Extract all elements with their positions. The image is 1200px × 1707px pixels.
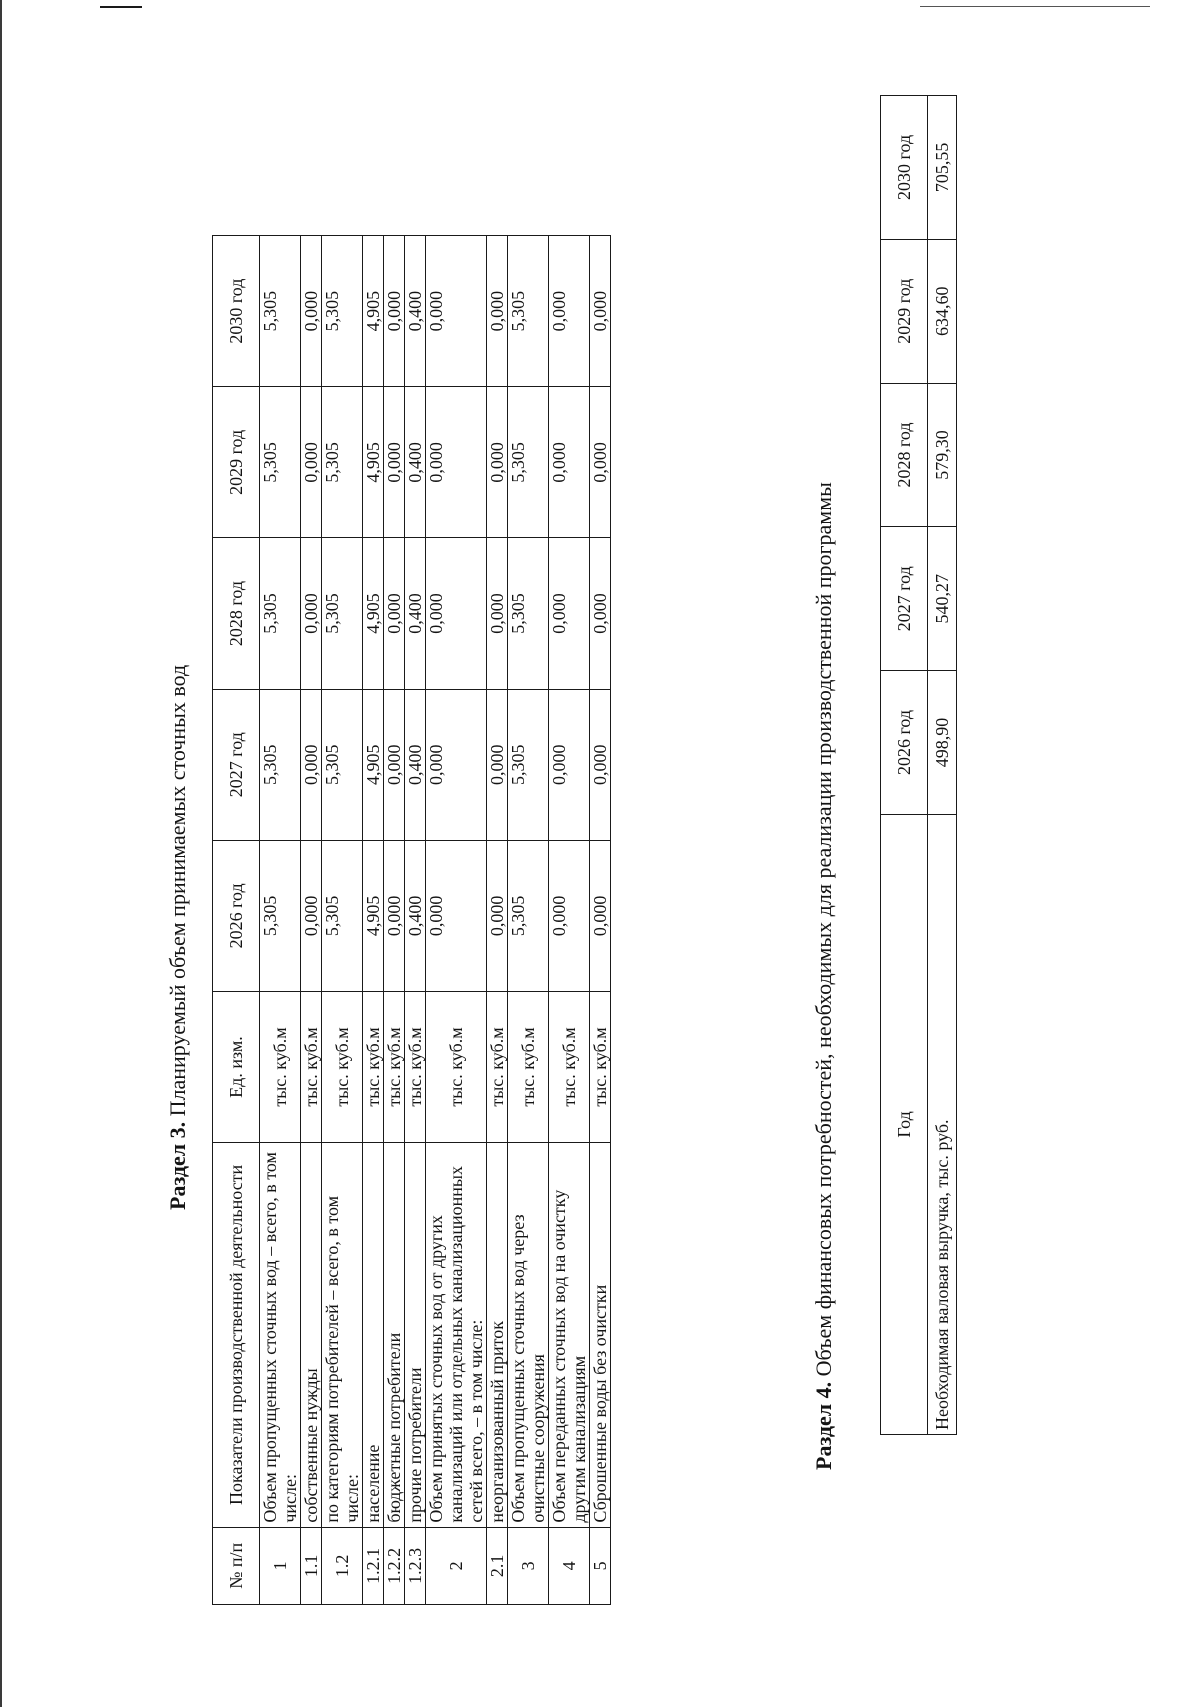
table-row bbox=[384, 236, 405, 1605]
wastewater-table-body bbox=[260, 236, 611, 1605]
row-value-2029: 0,400 bbox=[405, 387, 426, 538]
value-2026: 498,90 bbox=[928, 671, 957, 815]
row-value-2030: 0,000 bbox=[549, 236, 590, 387]
row-number: 3 bbox=[508, 1527, 549, 1604]
row-number: 1.2.1 bbox=[363, 1527, 384, 1604]
header-year-2026: 2026 год bbox=[213, 840, 260, 991]
row-unit: тыс. куб.м bbox=[487, 991, 508, 1142]
section4-title bbox=[810, 482, 838, 1470]
row-value-2026: 5,305 bbox=[260, 840, 301, 991]
row-number: 2.1 bbox=[487, 1527, 508, 1604]
row-unit: тыс. куб.м bbox=[508, 991, 549, 1142]
row-value-2029: 0,000 bbox=[487, 387, 508, 538]
row-number: 1.2.3 bbox=[405, 1527, 426, 1604]
table-row bbox=[590, 236, 611, 1605]
row-unit: тыс. куб.м bbox=[260, 991, 301, 1142]
row-number: 1 bbox=[260, 1527, 301, 1604]
row-value-2028: 0,000 bbox=[426, 538, 487, 689]
row-value-2028: 5,305 bbox=[260, 538, 301, 689]
scan-edge-shadow bbox=[0, 0, 2, 1707]
row-value-2028: 5,305 bbox=[322, 538, 363, 689]
table-header-row bbox=[881, 96, 928, 1435]
row-value-2029: 0,000 bbox=[384, 387, 405, 538]
header-indicator: Показатели производственной деятельности bbox=[213, 1143, 260, 1528]
wastewater-volume-table bbox=[212, 235, 611, 1605]
table-row bbox=[487, 236, 508, 1605]
row-indicator-name: Сброшенные воды без очистки bbox=[590, 1143, 611, 1528]
row-unit: тыс. куб.м bbox=[384, 991, 405, 1142]
row-label-gross-revenue: Необходимая валовая выручка, тыс. руб. bbox=[928, 814, 957, 1434]
scan-mark bbox=[920, 6, 1150, 7]
row-value-2027: 0,000 bbox=[590, 689, 611, 840]
row-value-2029: 5,305 bbox=[260, 387, 301, 538]
row-unit: тыс. куб.м bbox=[426, 991, 487, 1142]
scan-mark bbox=[100, 6, 142, 8]
row-value-2028: 0,000 bbox=[301, 538, 322, 689]
row-value-2030: 0,000 bbox=[384, 236, 405, 387]
row-value-2029: 0,000 bbox=[301, 387, 322, 538]
table-row bbox=[508, 236, 549, 1605]
row-value-2026: 5,305 bbox=[322, 840, 363, 991]
row-value-2028: 0,000 bbox=[549, 538, 590, 689]
table-row bbox=[363, 236, 384, 1605]
section4-title-text: Объем финансовых потребностей, необходимых для реализации производственной программы bbox=[811, 482, 836, 1382]
row-value-2026: 5,305 bbox=[508, 840, 549, 991]
section3-title bbox=[164, 665, 192, 1210]
row-number: 1.2 bbox=[322, 1527, 363, 1604]
row-value-2027: 0,000 bbox=[549, 689, 590, 840]
row-value-2029: 5,305 bbox=[322, 387, 363, 538]
row-value-2029: 0,000 bbox=[426, 387, 487, 538]
row-value-2030: 0,000 bbox=[487, 236, 508, 387]
row-unit: тыс. куб.м bbox=[549, 991, 590, 1142]
row-value-2026: 0,000 bbox=[426, 840, 487, 991]
row-value-2026: 4,905 bbox=[363, 840, 384, 991]
row-number: 1.2.2 bbox=[384, 1527, 405, 1604]
row-value-2026: 0,000 bbox=[384, 840, 405, 991]
table-row bbox=[426, 236, 487, 1605]
row-value-2028: 0,400 bbox=[405, 538, 426, 689]
table-row bbox=[549, 236, 590, 1605]
row-value-2026: 0,000 bbox=[487, 840, 508, 991]
row-value-2027: 0,000 bbox=[426, 689, 487, 840]
row-number: 1.1 bbox=[301, 1527, 322, 1604]
header-year-2027: 2027 год bbox=[881, 527, 928, 671]
row-value-2027: 5,305 bbox=[508, 689, 549, 840]
row-unit: тыс. куб.м bbox=[405, 991, 426, 1142]
value-2029: 634,60 bbox=[928, 239, 957, 383]
row-indicator-name: Объем пропущенных сточных вод через очистные сооружения bbox=[508, 1143, 549, 1528]
row-unit: тыс. куб.м bbox=[301, 991, 322, 1142]
row-value-2027: 0,000 bbox=[487, 689, 508, 840]
row-indicator-name: Объем принятых сточных вод от других канализаций или отдельных канализационных сетей всего, – в том числе: bbox=[426, 1143, 487, 1528]
value-2030: 705,55 bbox=[928, 96, 957, 240]
header-year-2026: 2026 год bbox=[881, 671, 928, 815]
row-indicator-name: неорганизованный приток bbox=[487, 1143, 508, 1528]
row-value-2027: 5,305 bbox=[260, 689, 301, 840]
value-2028: 579,30 bbox=[928, 383, 957, 527]
row-value-2028: 5,305 bbox=[508, 538, 549, 689]
header-year-2027: 2027 год bbox=[213, 689, 260, 840]
row-indicator-name: по категориям потребителей – всего, в том числе: bbox=[322, 1143, 363, 1528]
row-value-2028: 0,000 bbox=[487, 538, 508, 689]
value-2027: 540,27 bbox=[928, 527, 957, 671]
section4-title-bold: Раздел 4. bbox=[811, 1381, 836, 1470]
header-year-label: Год bbox=[881, 814, 928, 1434]
row-value-2027: 0,000 bbox=[384, 689, 405, 840]
row-indicator-name: население bbox=[363, 1143, 384, 1528]
row-unit: тыс. куб.м bbox=[590, 991, 611, 1142]
table-row bbox=[928, 96, 957, 1435]
row-value-2026: 0,400 bbox=[405, 840, 426, 991]
header-year-2030: 2030 год bbox=[213, 236, 260, 387]
row-unit: тыс. куб.м bbox=[322, 991, 363, 1142]
row-value-2028: 0,000 bbox=[384, 538, 405, 689]
header-unit: Ед. изм. bbox=[213, 991, 260, 1142]
table-row bbox=[405, 236, 426, 1605]
row-value-2026: 0,000 bbox=[590, 840, 611, 991]
row-value-2027: 5,305 bbox=[322, 689, 363, 840]
table-row bbox=[260, 236, 301, 1605]
row-value-2030: 5,305 bbox=[508, 236, 549, 387]
header-year-2028: 2028 год bbox=[881, 383, 928, 527]
table-row bbox=[322, 236, 363, 1605]
row-value-2026: 0,000 bbox=[301, 840, 322, 991]
row-value-2027: 0,000 bbox=[301, 689, 322, 840]
header-year-2029: 2029 год bbox=[881, 239, 928, 383]
table-row bbox=[301, 236, 322, 1605]
row-value-2029: 5,305 bbox=[508, 387, 549, 538]
table-header-row bbox=[213, 236, 260, 1605]
row-indicator-name: собственные нужды bbox=[301, 1143, 322, 1528]
row-value-2030: 5,305 bbox=[322, 236, 363, 387]
row-value-2030: 0,000 bbox=[590, 236, 611, 387]
row-indicator-name: Объем пропущенных сточных вод – всего, в том числе: bbox=[260, 1143, 301, 1528]
row-value-2028: 4,905 bbox=[363, 538, 384, 689]
row-value-2027: 0,400 bbox=[405, 689, 426, 840]
section3-title-bold: Раздел 3. bbox=[165, 1121, 190, 1210]
financial-needs-table bbox=[880, 95, 957, 1435]
row-value-2027: 4,905 bbox=[363, 689, 384, 840]
row-value-2030: 0,000 bbox=[426, 236, 487, 387]
document-sheet bbox=[150, 135, 1020, 1615]
row-unit: тыс. куб.м bbox=[363, 991, 384, 1142]
header-year-2028: 2028 год bbox=[213, 538, 260, 689]
row-value-2030: 4,905 bbox=[363, 236, 384, 387]
row-indicator-name: Объем переданных сточных вод на очистку другим канализациям bbox=[549, 1143, 590, 1528]
row-value-2029: 0,000 bbox=[590, 387, 611, 538]
row-value-2026: 0,000 bbox=[549, 840, 590, 991]
section3-title-text: Планируемый объем принимаемых сточных вод bbox=[165, 664, 190, 1122]
row-value-2030: 0,400 bbox=[405, 236, 426, 387]
row-value-2028: 0,000 bbox=[590, 538, 611, 689]
row-value-2029: 0,000 bbox=[549, 387, 590, 538]
row-value-2030: 0,000 bbox=[301, 236, 322, 387]
row-value-2029: 4,905 bbox=[363, 387, 384, 538]
row-indicator-name: прочие потребители bbox=[405, 1143, 426, 1528]
row-value-2030: 5,305 bbox=[260, 236, 301, 387]
row-indicator-name: бюджетные потребители bbox=[384, 1143, 405, 1528]
header-num: № п/п bbox=[213, 1527, 260, 1604]
row-number: 2 bbox=[426, 1527, 487, 1604]
row-number: 5 bbox=[590, 1527, 611, 1604]
header-year-2030: 2030 год bbox=[881, 96, 928, 240]
header-year-2029: 2029 год bbox=[213, 387, 260, 538]
row-number: 4 bbox=[549, 1527, 590, 1604]
